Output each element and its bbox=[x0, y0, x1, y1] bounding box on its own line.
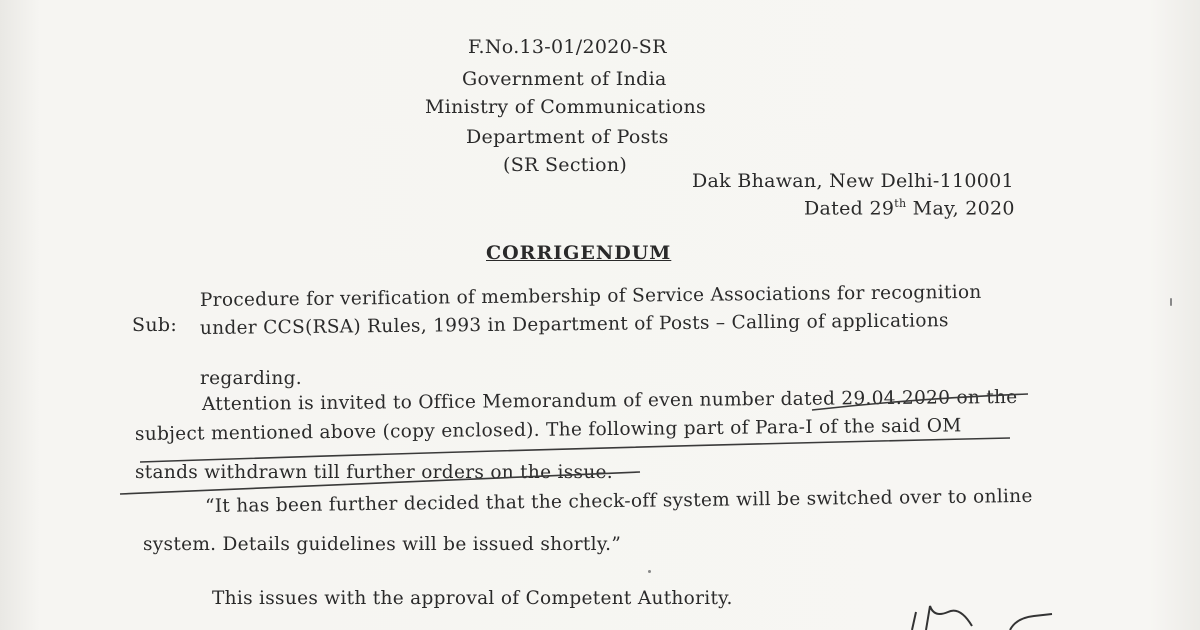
date-prefix: Dated 29 bbox=[804, 197, 895, 220]
quote-line-2: system. Details guidelines will be issued shortly.” bbox=[143, 534, 622, 555]
closing-statement: This issues with the approval of Competent Authority. bbox=[212, 588, 733, 609]
department-name: Department of Posts bbox=[466, 126, 669, 148]
subject-line-1: Procedure for verification of membership of Service Associations for recognition bbox=[199, 281, 982, 311]
quote-line-1: “It has been further decided that the check-off system will be switched over to online bbox=[204, 485, 1033, 517]
para1-line-1: Attention is invited to Office Memorandum of even number dated 29.04.2020 on the bbox=[201, 386, 1018, 415]
office-address: Dak Bhawan, New Delhi-110001 bbox=[692, 170, 1014, 192]
ministry-name: Ministry of Communications bbox=[425, 96, 707, 118]
government-name: Government of India bbox=[462, 68, 667, 90]
subject-label: Sub: bbox=[132, 314, 178, 336]
pen-underline-1 bbox=[812, 394, 1028, 410]
scan-speck bbox=[648, 570, 651, 573]
date-suffix: May, 2020 bbox=[906, 197, 1015, 220]
scan-speck bbox=[1170, 298, 1172, 306]
pen-underline-2 bbox=[140, 438, 1010, 462]
signature-stroke bbox=[912, 606, 1052, 630]
date-superscript: th bbox=[894, 197, 907, 210]
document-title: CORRIGENDUM bbox=[486, 242, 672, 264]
subject-line-3: regarding. bbox=[200, 368, 302, 389]
section-name: (SR Section) bbox=[503, 154, 628, 176]
para1-line-2: subject mentioned above (copy enclosed). The following part of Para-I of the said OM bbox=[134, 415, 962, 445]
subject-line-2: under CCS(RSA) Rules, 1993 in Department of Posts – Calling of applications bbox=[199, 310, 949, 339]
pen-underline-3 bbox=[120, 472, 640, 494]
file-number: F.No.13-01/2020-SR bbox=[468, 36, 667, 58]
para1-line-3: stands withdrawn till further orders on the issue. bbox=[135, 462, 613, 483]
